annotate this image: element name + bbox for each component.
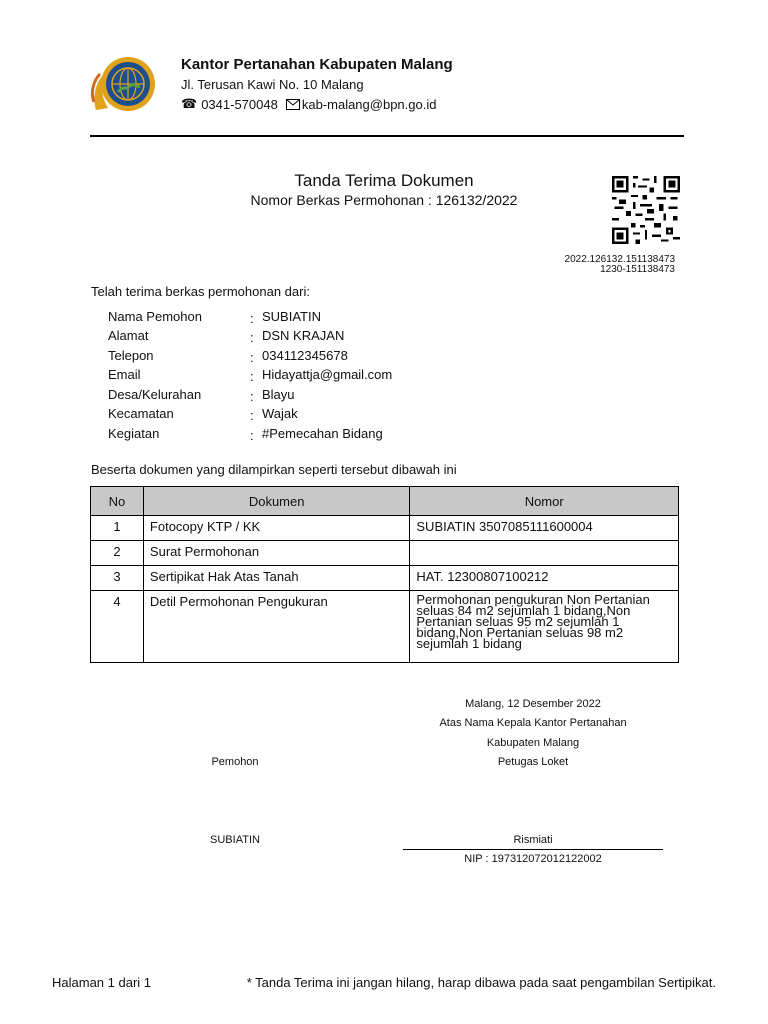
footer-note: * Tanda Terima ini jangan hilang, harap dibawa pada saat pengambilan Sertipikat. — [246, 975, 716, 990]
applicant-role: Pemohon — [211, 756, 259, 768]
office-email[interactable]: kab-malang@bpn.go.id — [301, 96, 437, 112]
col-header-nomor: Nomor — [410, 487, 679, 516]
qr-code — [610, 176, 682, 244]
barcode-number: 2022.126132.151138473 1230-151138473 — [564, 254, 675, 275]
intro-text: Telah terima berkas permohonan dari: — [91, 284, 310, 299]
document-table — [90, 486, 679, 663]
envelope-icon — [286, 99, 300, 110]
bpn-logo — [90, 52, 160, 116]
table-row: 1 Fotocopy KTP / KK SUBIATIN 3507085111600004 — [91, 516, 679, 541]
applicant-signature-name: SUBIATIN — [210, 834, 260, 846]
place-date: Malang, 12 Desember 2022 — [465, 698, 601, 710]
on-behalf-text: Atas Nama Kepala Kantor Pertanahan — [439, 717, 627, 729]
col-header-dokumen: Dokumen — [143, 487, 409, 516]
office-name: Kantor Pertanahan Kabupaten Malang — [181, 56, 453, 73]
officer-role: Petugas Loket — [497, 756, 569, 768]
phone-icon: ☎ — [181, 96, 198, 111]
office-address: Jl. Terusan Kawi No. 10 Malang — [181, 77, 364, 92]
col-header-no: No — [91, 487, 144, 516]
office-phone: 0341-570048 — [201, 96, 278, 112]
table-row: 2 Surat Permohonan — [91, 541, 679, 566]
office-contact — [181, 96, 440, 112]
document-title: Tanda Terima Dokumen — [294, 171, 474, 190]
table-header — [91, 487, 679, 516]
table-row: 4 Detil Permohonan Pengukuran Permohonan pengukuran Non Pertanian seluas 84 m2 sejumlah 1 bidang,Non Pertanian seluas 95 m2 sejumlah 1 bidang,Non Pertanian seluas 98 m2 sejumlah 1 bidang — [91, 591, 679, 663]
document-number: Nomor Berkas Permohonan : 126132/2022 — [250, 192, 518, 208]
page-number: Halaman 1 dari 1 — [52, 975, 151, 990]
officer-nip: NIP : 197312072012122002 — [464, 853, 602, 865]
officer-signature-name: Rismiati — [513, 834, 553, 846]
header-divider — [90, 135, 684, 137]
attachment-intro: Beserta dokumen yang dilampirkan seperti tersebut dibawah ini — [91, 462, 457, 477]
signature-line — [403, 849, 663, 850]
office-text: Kabupaten Malang — [486, 737, 580, 749]
table-row: 3 Sertipikat Hak Atas Tanah HAT. 12300807100212 — [91, 566, 679, 591]
